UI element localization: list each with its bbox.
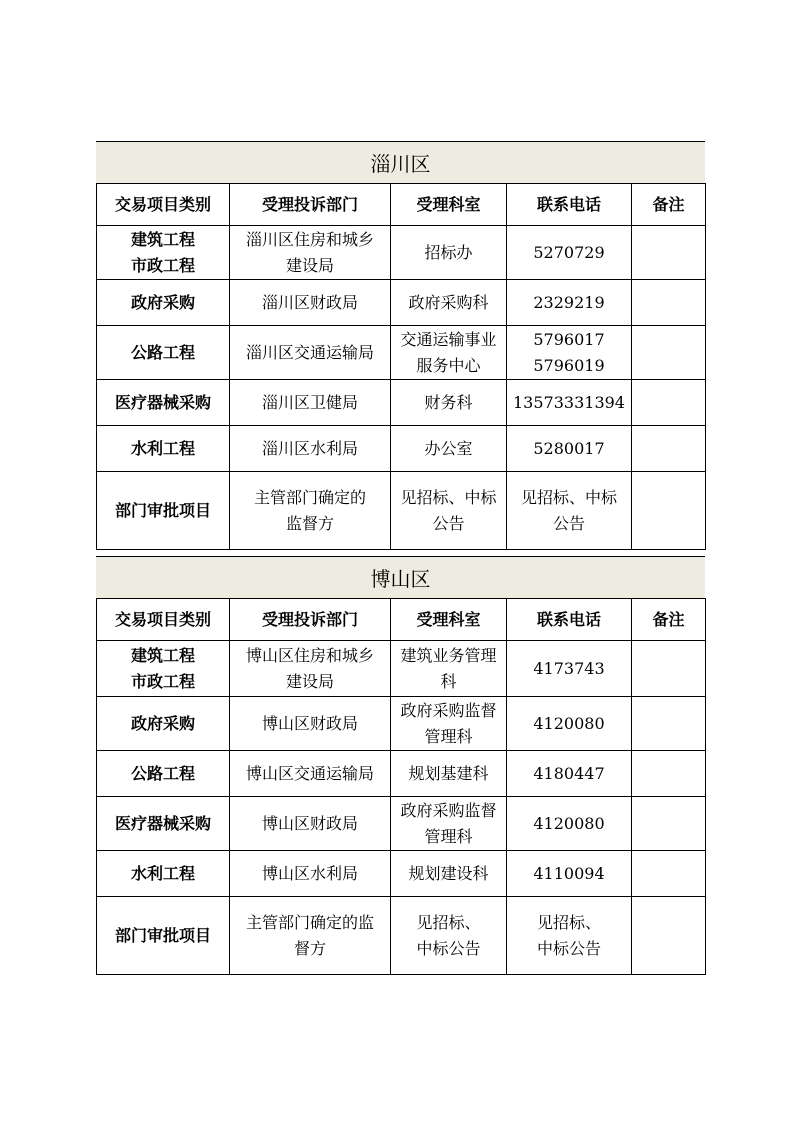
dept-cell-line: 督方 <box>293 938 326 958</box>
category-cell-line: 水利工程 <box>130 863 195 883</box>
header-row <box>97 599 706 641</box>
note-cell <box>632 326 706 380</box>
dept-cell <box>230 851 391 897</box>
office-cell <box>391 226 507 280</box>
office-cell-line: 见招标、中标 <box>400 487 497 507</box>
table-row <box>97 697 706 751</box>
dept-cell-line: 淄川区卫健局 <box>261 392 358 412</box>
section-title: 博山区 <box>96 556 705 598</box>
category-cell-line: 水利工程 <box>130 438 195 458</box>
phone-cell <box>507 226 632 280</box>
note-cell <box>632 697 706 751</box>
phone-cell-line: 5796019 <box>533 355 605 375</box>
table-row <box>97 380 706 426</box>
office-cell <box>391 851 507 897</box>
category-cell-line: 政府采购 <box>130 713 195 733</box>
office-cell <box>391 380 507 426</box>
category-cell-line: 公路工程 <box>130 763 195 783</box>
note-cell <box>632 472 706 550</box>
contact-table <box>96 598 706 975</box>
category-cell <box>97 751 230 797</box>
dept-cell <box>230 226 391 280</box>
category-cell <box>97 697 230 751</box>
section-boshan <box>96 556 705 975</box>
phone-cell-line: 4120080 <box>533 713 605 733</box>
table-row <box>97 280 706 326</box>
office-cell <box>391 751 507 797</box>
phone-cell-line: 13573331394 <box>513 392 625 412</box>
dept-cell-line: 监督方 <box>285 513 334 533</box>
office-cell-line: 见招标、 <box>416 912 481 932</box>
contact-table <box>96 183 706 550</box>
category-cell-line: 建筑工程 <box>130 645 195 665</box>
dept-cell <box>230 472 391 550</box>
category-cell <box>97 897 230 975</box>
table-row <box>97 426 706 472</box>
phone-cell-line: 公告 <box>552 513 585 533</box>
dept-cell-line: 建设局 <box>285 255 334 275</box>
column-header: 联系电话 <box>507 184 632 226</box>
phone-cell-line: 4173743 <box>533 658 605 678</box>
dept-cell-line: 建设局 <box>285 671 334 691</box>
phone-cell-line: 5280017 <box>533 438 605 458</box>
dept-cell-line: 淄川区财政局 <box>261 292 358 312</box>
table-row <box>97 326 706 380</box>
category-cell <box>97 226 230 280</box>
office-cell-line: 科 <box>440 671 457 691</box>
note-cell <box>632 280 706 326</box>
office-cell-line: 政府采购科 <box>408 292 489 312</box>
office-cell <box>391 426 507 472</box>
category-cell <box>97 426 230 472</box>
phone-cell-line: 中标公告 <box>536 938 601 958</box>
section-title: 淄川区 <box>96 141 705 183</box>
category-cell <box>97 380 230 426</box>
phone-cell <box>507 897 632 975</box>
category-cell <box>97 851 230 897</box>
office-cell-line: 建筑业务管理 <box>400 645 497 665</box>
column-header: 受理投诉部门 <box>230 599 391 641</box>
office-cell-line: 交通运输事业 <box>400 329 497 349</box>
phone-cell <box>507 641 632 697</box>
category-cell-line: 医疗器械采购 <box>114 813 211 833</box>
column-header: 受理科室 <box>391 184 507 226</box>
category-cell-line: 公路工程 <box>130 342 195 362</box>
dept-cell-line: 淄川区水利局 <box>261 438 358 458</box>
phone-cell <box>507 472 632 550</box>
phone-cell-line: 见招标、 <box>536 912 601 932</box>
office-cell-line: 办公室 <box>424 438 473 458</box>
dept-cell <box>230 280 391 326</box>
category-cell-line: 医疗器械采购 <box>114 392 211 412</box>
dept-cell <box>230 641 391 697</box>
phone-cell-line: 4180447 <box>533 763 605 783</box>
phone-cell <box>507 697 632 751</box>
dept-cell-line: 主管部门确定的监 <box>245 912 374 932</box>
category-cell-line: 部门审批项目 <box>114 500 211 520</box>
column-header: 交易项目类别 <box>97 599 230 641</box>
office-cell-line: 财务科 <box>424 392 473 412</box>
column-header: 交易项目类别 <box>97 184 230 226</box>
category-cell-line: 政府采购 <box>130 292 195 312</box>
phone-cell-line: 5796017 <box>533 329 605 349</box>
dept-cell <box>230 797 391 851</box>
dept-cell-line: 博山区水利局 <box>261 863 358 883</box>
office-cell-line: 政府采购监督 <box>400 800 497 820</box>
office-cell <box>391 326 507 380</box>
office-cell-line: 管理科 <box>424 726 473 746</box>
category-cell-line: 市政工程 <box>130 671 195 691</box>
office-cell <box>391 897 507 975</box>
phone-cell <box>507 280 632 326</box>
category-cell-line: 建筑工程 <box>130 229 195 249</box>
table-row <box>97 641 706 697</box>
note-cell <box>632 641 706 697</box>
category-cell <box>97 797 230 851</box>
office-cell <box>391 697 507 751</box>
dept-cell-line: 淄川区住房和城乡 <box>245 229 374 249</box>
dept-cell-line: 博山区交通运输局 <box>245 763 374 783</box>
dept-cell <box>230 897 391 975</box>
note-cell <box>632 751 706 797</box>
dept-cell <box>230 326 391 380</box>
dept-cell-line: 博山区住房和城乡 <box>245 645 374 665</box>
phone-cell <box>507 426 632 472</box>
table-row <box>97 751 706 797</box>
office-cell <box>391 280 507 326</box>
category-cell <box>97 641 230 697</box>
category-cell <box>97 472 230 550</box>
phone-cell <box>507 380 632 426</box>
note-cell <box>632 380 706 426</box>
table-row <box>97 472 706 550</box>
dept-cell <box>230 697 391 751</box>
category-cell-line: 部门审批项目 <box>114 925 211 945</box>
table-row <box>97 226 706 280</box>
note-cell <box>632 797 706 851</box>
dept-cell <box>230 751 391 797</box>
office-cell-line: 管理科 <box>424 826 473 846</box>
note-cell <box>632 426 706 472</box>
phone-cell <box>507 851 632 897</box>
phone-cell <box>507 751 632 797</box>
phone-cell-line: 2329219 <box>533 292 605 312</box>
column-header: 联系电话 <box>507 599 632 641</box>
column-header: 备注 <box>632 184 706 226</box>
column-header: 备注 <box>632 599 706 641</box>
dept-cell <box>230 380 391 426</box>
table-row <box>97 797 706 851</box>
header-row <box>97 184 706 226</box>
office-cell-line: 规划基建科 <box>408 763 489 783</box>
phone-cell-line: 4110094 <box>533 863 605 883</box>
phone-cell-line: 4120080 <box>533 813 605 833</box>
office-cell-line: 中标公告 <box>416 938 481 958</box>
note-cell <box>632 851 706 897</box>
dept-cell-line: 主管部门确定的 <box>253 487 366 507</box>
note-cell <box>632 897 706 975</box>
office-cell <box>391 797 507 851</box>
office-cell <box>391 472 507 550</box>
office-cell-line: 招标办 <box>424 242 473 262</box>
office-cell-line: 政府采购监督 <box>400 700 497 720</box>
category-cell <box>97 280 230 326</box>
dept-cell-line: 博山区财政局 <box>261 713 358 733</box>
column-header: 受理科室 <box>391 599 507 641</box>
office-cell-line: 规划建设科 <box>408 863 489 883</box>
dept-cell-line: 淄川区交通运输局 <box>245 342 374 362</box>
category-cell-line: 市政工程 <box>130 255 195 275</box>
note-cell <box>632 226 706 280</box>
phone-cell <box>507 326 632 380</box>
phone-cell-line: 5270729 <box>533 242 605 262</box>
phone-cell-line: 见招标、中标 <box>520 487 617 507</box>
dept-cell-line: 博山区财政局 <box>261 813 358 833</box>
office-cell-line: 服务中心 <box>416 355 481 375</box>
section-zichuan <box>96 141 705 550</box>
office-cell <box>391 641 507 697</box>
table-row <box>97 897 706 975</box>
category-cell <box>97 326 230 380</box>
dept-cell <box>230 426 391 472</box>
office-cell-line: 公告 <box>432 513 465 533</box>
table-row <box>97 851 706 897</box>
phone-cell <box>507 797 632 851</box>
column-header: 受理投诉部门 <box>230 184 391 226</box>
